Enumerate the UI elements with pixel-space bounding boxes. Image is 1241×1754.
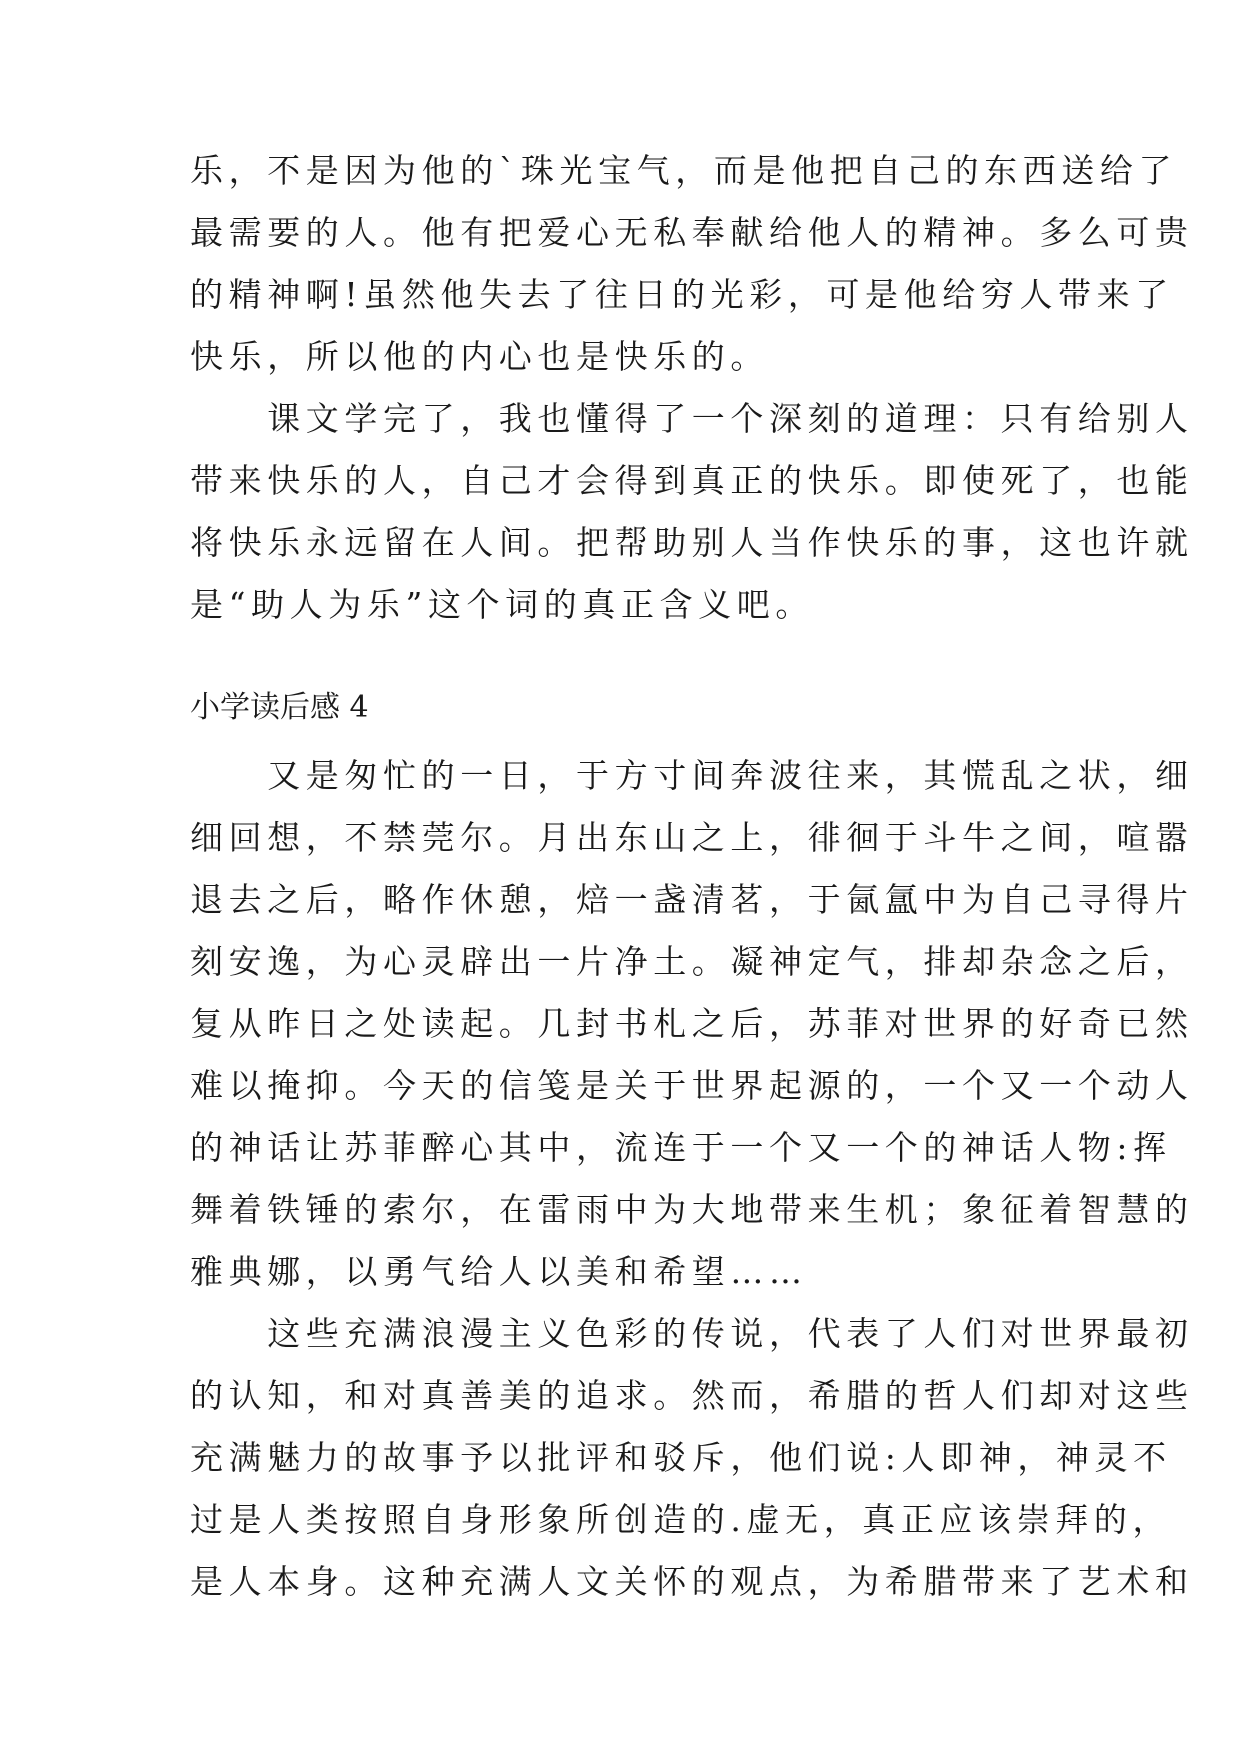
text-line: 难以掩抑。今天的信笺是关于世界起源的，一个又一个动人: [190, 1066, 1194, 1105]
text-line: 退去之后，略作休憩，焙一盏清茗，于氤氲中为自己寻得片: [190, 880, 1194, 919]
text-line: 雅典娜，以勇气给人以美和希望……: [190, 1252, 808, 1291]
text-line: 细回想，不禁莞尔。月出东山之上，徘徊于斗牛之间，喧嚣: [190, 818, 1194, 857]
text-line: 是人本身。这种充满人文关怀的观点，为希腊带来了艺术和: [190, 1562, 1194, 1601]
text-line: 充满魅力的故事予以批评和驳斥，他们说:人即神，神灵不: [190, 1438, 1172, 1477]
text-line: 快乐，所以他的内心也是快乐的。: [190, 337, 769, 376]
text-line: 舞着铁锤的索尔，在雷雨中为大地带来生机；象征着智慧的: [190, 1190, 1194, 1229]
text-line: 刻安逸，为心灵辟出一片净土。凝神定气，排却杂念之后，: [190, 942, 1194, 981]
text-line: 带来快乐的人，自己才会得到真正的快乐。即使死了，也能: [190, 461, 1194, 500]
text-line: 这些充满浪漫主义色彩的传说，代表了人们对世界最初: [190, 1314, 1194, 1353]
text-line: 的神话让苏菲醉心其中，流连于一个又一个的神话人物:挥: [190, 1128, 1172, 1167]
text-line: 乐，不是因为他的`珠光宝气，而是他把自己的东西送给了: [190, 151, 1178, 190]
text-line: 的精神啊!虽然他失去了往日的光彩，可是他给穷人带来了: [190, 275, 1174, 314]
text-line: 又是匆忙的一日，于方寸间奔波往来，其慌乱之状，细: [190, 756, 1194, 795]
text-line: 的认知，和对真善美的追求。然而，希腊的哲人们却对这些: [190, 1376, 1194, 1415]
intro-paragraphs: [190, 140, 1194, 636]
main-paragraphs: [190, 745, 1194, 1613]
text-line: 复从昨日之处读起。几封书札之后，苏菲对世界的好奇已然: [190, 1004, 1194, 1043]
text-line: 是“助人为乐”这个词的真正含义吧。: [190, 585, 814, 624]
section-heading: 小学读后感 4: [190, 690, 369, 725]
text-line: 将快乐永远留在人间。把帮助别人当作快乐的事，这也许就: [190, 523, 1194, 562]
text-line: 最需要的人。他有把爱心无私奉献给他人的精神。多么可贵: [190, 213, 1194, 252]
text-line: 过是人类按照自身形象所创造的.虚无，真正应该崇拜的，: [190, 1500, 1172, 1539]
text-line: 课文学完了，我也懂得了一个深刻的道理：只有给别人: [190, 399, 1194, 438]
